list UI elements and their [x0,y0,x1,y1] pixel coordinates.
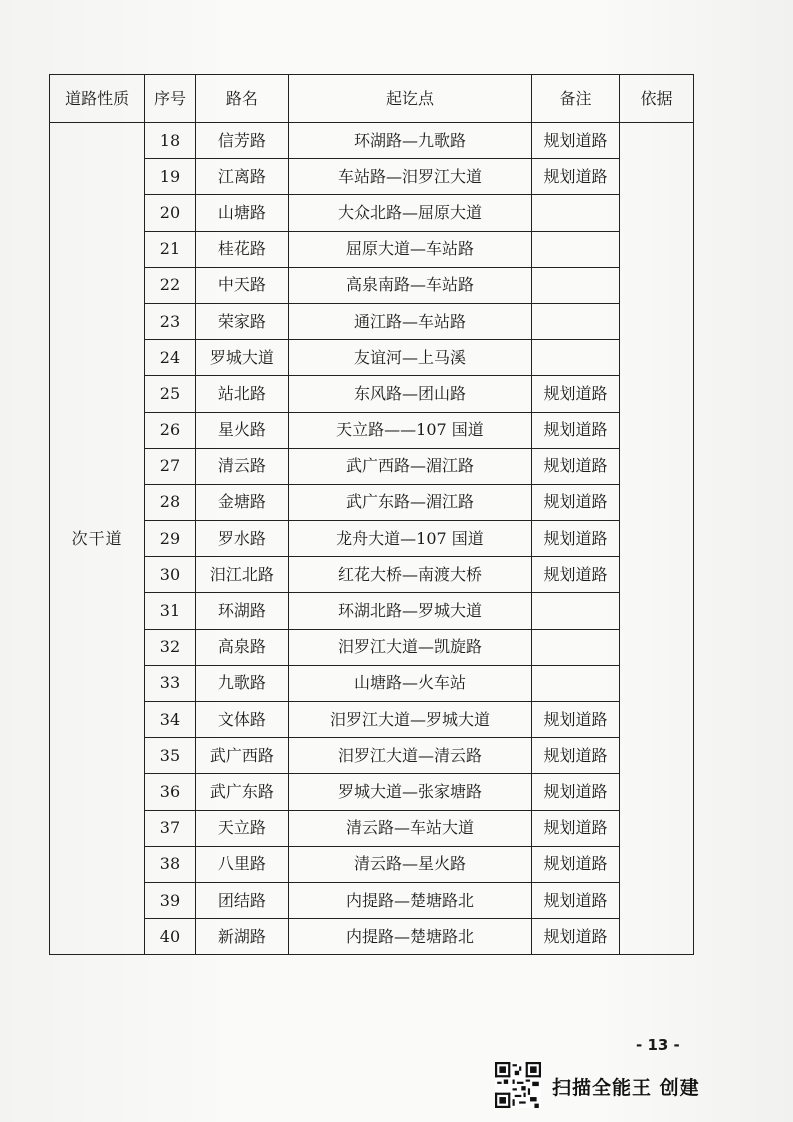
start-end-cell: 山塘路—火车站 [288,665,531,701]
seq-cell: 26 [145,412,196,448]
road-name-cell: 文体路 [195,702,288,738]
header-basis: 依据 [620,75,694,123]
start-end-cell: 环湖北路—罗城大道 [288,593,531,629]
start-end-cell: 内提路—楚塘路北 [288,882,531,918]
seq-cell: 32 [145,629,196,665]
table-row [50,376,694,412]
start-end-cell: 东风路—团山路 [288,376,531,412]
note-cell: 规划道路 [531,846,619,882]
table-row [50,557,694,593]
seq-cell: 39 [145,882,196,918]
note-cell: 规划道路 [531,774,619,810]
note-cell: 规划道路 [531,702,619,738]
start-end-cell: 环湖路—九歌路 [288,123,531,159]
table-body [50,123,694,955]
table-row [50,738,694,774]
road-name-cell: 江离路 [195,159,288,195]
road-name-cell: 武广西路 [195,738,288,774]
note-cell: 规划道路 [531,810,619,846]
start-end-cell: 友谊河—上马溪 [288,340,531,376]
road-name-cell: 中天路 [195,267,288,303]
start-end-cell: 内提路—楚塘路北 [288,919,531,955]
note-cell [531,231,619,267]
note-cell: 规划道路 [531,738,619,774]
start-end-cell: 龙舟大道—107 国道 [288,521,531,557]
header-note: 备注 [531,75,619,123]
header-name: 路名 [195,75,288,123]
start-end-cell: 天立路——107 国道 [288,412,531,448]
seq-cell: 23 [145,303,196,339]
start-end-cell: 屈原大道—车站路 [288,231,531,267]
road-table [49,74,694,955]
road-name-cell: 武广东路 [195,774,288,810]
road-name-cell: 星火路 [195,412,288,448]
note-cell [531,340,619,376]
road-name-cell: 信芳路 [195,123,288,159]
road-name-cell: 八里路 [195,846,288,882]
road-name-cell: 高泉路 [195,629,288,665]
table-row [50,123,694,159]
note-cell: 规划道路 [531,448,619,484]
note-cell [531,195,619,231]
table-row [50,846,694,882]
note-cell [531,665,619,701]
table-row [50,267,694,303]
table-row [50,629,694,665]
table-row [50,195,694,231]
table-row [50,159,694,195]
seq-cell: 34 [145,702,196,738]
start-end-cell: 大众北路—屈原大道 [288,195,531,231]
note-cell: 规划道路 [531,123,619,159]
table-row [50,593,694,629]
start-end-cell: 清云路—星火路 [288,846,531,882]
note-cell: 规划道路 [531,521,619,557]
road-name-cell: 环湖路 [195,593,288,629]
road-name-cell: 天立路 [195,810,288,846]
table-row [50,448,694,484]
road-name-cell: 站北路 [195,376,288,412]
seq-cell: 20 [145,195,196,231]
seq-cell: 24 [145,340,196,376]
road-name-cell: 罗水路 [195,521,288,557]
table-row [50,882,694,918]
qr-code-icon [495,1062,541,1108]
table-row [50,919,694,955]
table-row [50,340,694,376]
seq-cell: 22 [145,267,196,303]
table-row [50,521,694,557]
seq-cell: 29 [145,521,196,557]
start-end-cell: 罗城大道—张家塘路 [288,774,531,810]
road-name-cell: 山塘路 [195,195,288,231]
road-name-cell: 荣家路 [195,303,288,339]
seq-cell: 19 [145,159,196,195]
seq-cell: 18 [145,123,196,159]
note-cell: 规划道路 [531,412,619,448]
note-cell: 规划道路 [531,919,619,955]
seq-cell: 21 [145,231,196,267]
note-cell [531,593,619,629]
start-end-cell: 红花大桥—南渡大桥 [288,557,531,593]
seq-cell: 28 [145,484,196,520]
table-row [50,412,694,448]
note-cell: 规划道路 [531,376,619,412]
table-row [50,702,694,738]
table-row [50,484,694,520]
road-name-cell: 九歌路 [195,665,288,701]
note-cell: 规划道路 [531,557,619,593]
note-cell: 规划道路 [531,882,619,918]
note-cell: 规划道路 [531,484,619,520]
start-end-cell: 汨罗江大道—罗城大道 [288,702,531,738]
road-name-cell: 金塘路 [195,484,288,520]
header-nature: 道路性质 [50,75,145,123]
road-name-cell: 罗城大道 [195,340,288,376]
road-name-cell: 清云路 [195,448,288,484]
seq-cell: 33 [145,665,196,701]
seq-cell: 27 [145,448,196,484]
seq-cell: 30 [145,557,196,593]
note-cell [531,303,619,339]
start-end-cell: 清云路—车站大道 [288,810,531,846]
road-name-cell: 汨江北路 [195,557,288,593]
road-nature-cell: 次干道 [50,123,145,955]
table-row [50,665,694,701]
table-row [50,303,694,339]
seq-cell: 37 [145,810,196,846]
seq-cell: 40 [145,919,196,955]
basis-cell [620,123,694,955]
table-row [50,231,694,267]
seq-cell: 25 [145,376,196,412]
note-cell: 规划道路 [531,159,619,195]
seq-cell: 38 [145,846,196,882]
note-cell [531,267,619,303]
start-end-cell: 车站路—汨罗江大道 [288,159,531,195]
seq-cell: 36 [145,774,196,810]
start-end-cell: 高泉南路—车站路 [288,267,531,303]
start-end-cell: 汨罗江大道—凯旋路 [288,629,531,665]
seq-cell: 31 [145,593,196,629]
table-header-row [50,75,694,123]
header-range: 起讫点 [288,75,531,123]
road-name-cell: 桂花路 [195,231,288,267]
note-cell [531,629,619,665]
road-name-cell: 新湖路 [195,919,288,955]
start-end-cell: 武广西路—湄江路 [288,448,531,484]
road-name-cell: 团结路 [195,882,288,918]
header-seq: 序号 [145,75,196,123]
seq-cell: 35 [145,738,196,774]
page-number: - 13 - [636,1036,680,1054]
start-end-cell: 汨罗江大道—清云路 [288,738,531,774]
start-end-cell: 通江路—车站路 [288,303,531,339]
table-row [50,810,694,846]
table-row [50,774,694,810]
start-end-cell: 武广东路—湄江路 [288,484,531,520]
scanner-brand-label: 扫描全能王 创建 [552,1077,700,1099]
